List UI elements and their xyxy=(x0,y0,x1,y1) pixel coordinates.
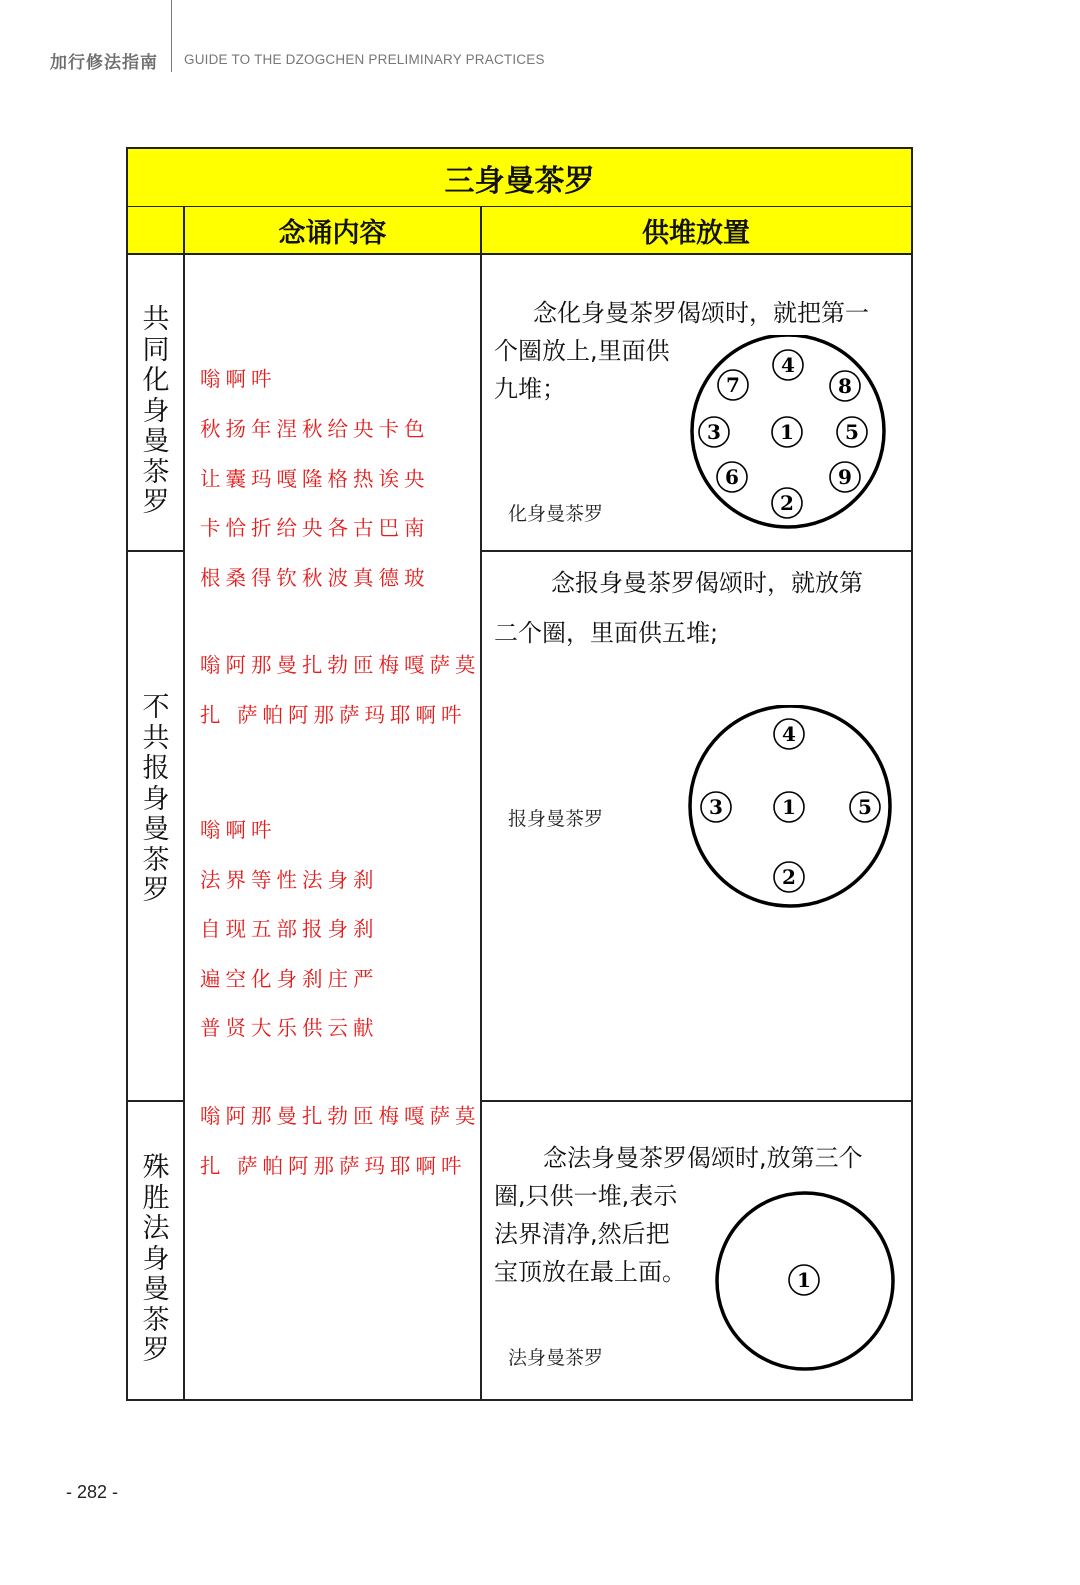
row-label-sambhogakaya: 不 共 报 身 曼 茶 罗 xyxy=(142,692,170,906)
offering-heap-6 xyxy=(717,462,747,492)
mantra-line: 扎 萨帕阿那萨玛耶啊吽 xyxy=(200,1154,467,1178)
svg-text:3: 3 xyxy=(709,795,723,819)
placement-text-line: 法界清净,然后把 xyxy=(494,1220,670,1248)
header-title-cn: 加行修法指南 xyxy=(50,53,158,73)
mandala-table xyxy=(126,147,913,1401)
placement-text-line: 圈,只供一堆,表示 xyxy=(494,1182,678,1210)
header-title-en: GUIDE TO THE DZOGCHEN PRELIMINARY PRACTICES xyxy=(184,52,545,67)
offering-heap-5 xyxy=(837,417,867,447)
svg-text:3: 3 xyxy=(707,420,721,444)
placement-text-line: 九堆； xyxy=(494,375,566,403)
svg-text:8: 8 xyxy=(838,374,852,398)
divider-recitation-col xyxy=(480,207,482,1399)
col-header-recitation: 念诵内容 xyxy=(184,207,481,255)
offering-heap-4 xyxy=(773,350,803,380)
offering-heap-3 xyxy=(701,792,731,822)
svg-text:2: 2 xyxy=(780,491,794,515)
offering-heap-1 xyxy=(772,417,802,447)
offering-heap-7 xyxy=(718,370,748,400)
placement-text-line: 念报身曼茶罗偈颂时，就放第 xyxy=(551,569,863,597)
mantra-line: 卡恰折给央各古巴南 xyxy=(200,516,430,540)
mantra-line: 根桑得钦秋波真德玻 xyxy=(200,566,430,590)
offering-heap-2 xyxy=(772,488,802,518)
svg-text:5: 5 xyxy=(858,795,872,819)
svg-text:1: 1 xyxy=(797,1268,811,1292)
offering-heap-9 xyxy=(830,462,860,492)
mantra-line: 法界等性法身刹 xyxy=(200,868,379,892)
svg-text:6: 6 xyxy=(725,465,739,489)
row-label-dharmakaya: 殊 胜 法 身 曼 茶 罗 xyxy=(142,1152,170,1366)
mantra-line: 自现五部报身刹 xyxy=(200,917,379,941)
mantra-line: 普贤大乐供云献 xyxy=(200,1016,379,1040)
mantra-line: 嗡阿那曼扎勃匝梅嘎萨莫 xyxy=(200,1104,481,1128)
svg-text:4: 4 xyxy=(782,722,796,746)
offering-heap-1 xyxy=(789,1265,819,1295)
mantra-line: 遍空化身刹庄严 xyxy=(200,967,379,991)
divider-row1-placement xyxy=(481,550,911,552)
offering-heap-2 xyxy=(774,862,804,892)
svg-text:7: 7 xyxy=(726,373,740,397)
offering-heap-4 xyxy=(774,719,804,749)
divider-row2-label xyxy=(128,1100,184,1102)
page-number: - 282 - xyxy=(66,1482,119,1502)
mantra-line: 嗡阿那曼扎勃匝梅嘎萨莫 xyxy=(200,653,481,677)
mantra-line: 扎 萨帕阿那萨玛耶啊吽 xyxy=(200,703,467,727)
mandala-caption: 法身曼茶罗 xyxy=(508,1347,604,1369)
col-header-blank xyxy=(128,207,184,255)
placement-text-line: 宝顶放在最上面。 xyxy=(494,1258,686,1286)
divider-row2-placement xyxy=(481,1100,911,1102)
svg-text:5: 5 xyxy=(845,420,859,444)
row-label-nirmanakaya: 共 同 化 身 曼 茶 罗 xyxy=(142,304,170,518)
placement-text-line: 二个圈，里面供五堆; xyxy=(494,619,719,647)
placement-text-line: 念法身曼茶罗偈颂时,放第三个 xyxy=(543,1144,863,1172)
mantra-line: 让囊玛嘎隆格热诶央 xyxy=(200,467,430,491)
offering-heap-1 xyxy=(774,792,804,822)
offering-heap-3 xyxy=(699,417,729,447)
dharmakaya-mandala-diagram xyxy=(711,1182,907,1378)
mantra-line: 嗡啊吽 xyxy=(200,818,277,842)
nirmanakaya-mandala-diagram xyxy=(683,335,899,531)
divider-row1-label xyxy=(128,550,184,552)
mandala-caption: 化身曼茶罗 xyxy=(508,503,604,525)
mantra-line: 秋扬年涅秋给央卡色 xyxy=(200,417,430,441)
placement-text-line: 个圈放上,里面供 xyxy=(494,337,670,365)
svg-text:9: 9 xyxy=(838,465,852,489)
mandala-caption: 报身曼茶罗 xyxy=(508,808,604,830)
mantra-line: 嗡啊吽 xyxy=(200,367,277,391)
offering-heap-5 xyxy=(850,792,880,822)
table-title: 三身曼茶罗 xyxy=(128,149,911,207)
header-divider xyxy=(171,0,172,72)
svg-text:2: 2 xyxy=(782,865,796,889)
offering-heap-8 xyxy=(830,371,860,401)
sambhogakaya-mandala-diagram xyxy=(683,705,899,913)
col-header-placement: 供堆放置 xyxy=(481,207,911,255)
svg-text:1: 1 xyxy=(780,420,794,444)
placement-text-line: 念化身曼茶罗偈颂时，就把第一 xyxy=(533,299,869,327)
svg-text:1: 1 xyxy=(782,795,796,819)
svg-text:4: 4 xyxy=(781,353,795,377)
